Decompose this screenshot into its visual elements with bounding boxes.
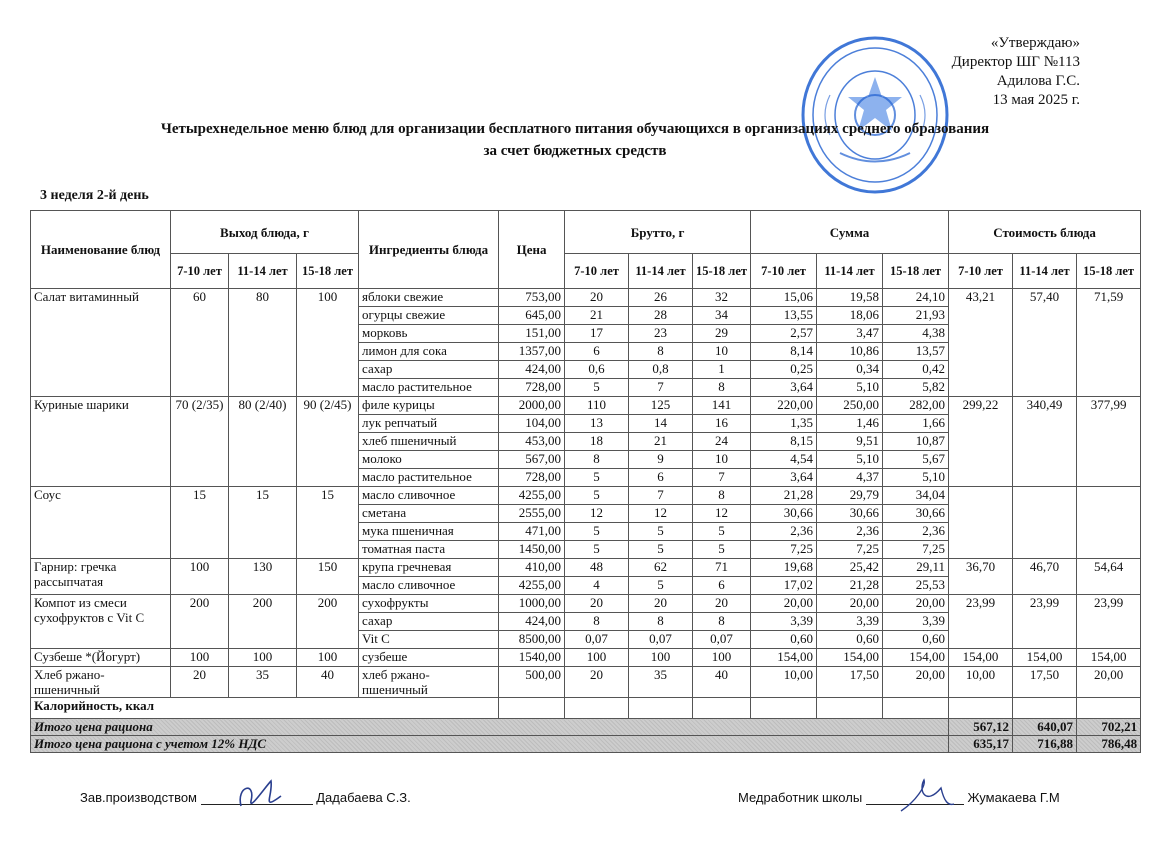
ingredient-price: 1540,00 <box>499 649 565 667</box>
ingredient-gross: 8 <box>693 613 751 631</box>
dish-cost: 46,70 <box>1013 559 1077 595</box>
ingredient-gross: 5 <box>565 469 629 487</box>
ingredient-price: 728,00 <box>499 379 565 397</box>
header-age: 15-18 лет <box>883 254 949 289</box>
ingredient-sum: 154,00 <box>751 649 817 667</box>
ingredient-sum: 0,60 <box>817 631 883 649</box>
ingredient-name: хлеб ржано-пшеничный <box>359 667 499 698</box>
calories-label: Калорийность, ккал <box>31 698 499 719</box>
dish-yield: 200 <box>171 595 229 649</box>
ingredient-sum: 10,87 <box>883 433 949 451</box>
ingredient-name: томатная паста <box>359 541 499 559</box>
ingredient-sum: 9,51 <box>817 433 883 451</box>
ingredient-gross: 10 <box>693 343 751 361</box>
ingredient-sum: 25,42 <box>817 559 883 577</box>
ingredient-gross: 23 <box>629 325 693 343</box>
dish-cost: 154,00 <box>1013 649 1077 667</box>
ingredient-sum: 7,25 <box>751 541 817 559</box>
menu-table-body <box>31 289 1141 698</box>
empty-cell <box>883 698 949 719</box>
empty-cell <box>949 698 1013 719</box>
ingredient-gross: 21 <box>629 433 693 451</box>
ingredient-gross: 5 <box>565 487 629 505</box>
empty-cell <box>499 698 565 719</box>
ingredient-gross: 100 <box>693 649 751 667</box>
ingredient-gross: 8 <box>565 451 629 469</box>
ingredient-price: 500,00 <box>499 667 565 698</box>
dish-yield: 130 <box>229 559 297 595</box>
ingredient-name: лимон для сока <box>359 343 499 361</box>
approval-line-1: «Утверждаю» <box>990 35 1080 51</box>
dish-cost: 299,22 <box>949 397 1013 487</box>
ingredient-name: сахар <box>359 613 499 631</box>
approval-line-4: 13 мая 2025 г. <box>992 92 1080 108</box>
ingredient-sum: 8,15 <box>751 433 817 451</box>
ingredient-price: 471,00 <box>499 523 565 541</box>
ingredient-sum: 1,66 <box>883 415 949 433</box>
ingredient-row <box>31 397 1141 415</box>
header-price: Цена <box>499 211 565 289</box>
signature-line <box>866 804 964 805</box>
ingredient-price: 104,00 <box>499 415 565 433</box>
ingredient-row <box>31 559 1141 577</box>
dish-cost <box>1013 487 1077 559</box>
ingredient-price: 645,00 <box>499 307 565 325</box>
ingredient-price: 424,00 <box>499 613 565 631</box>
menu-table-container <box>30 210 1138 755</box>
dish-yield: 100 <box>297 649 359 667</box>
dish-yield: 70 (2/35) <box>171 397 229 487</box>
ingredient-sum: 10,86 <box>817 343 883 361</box>
ingredient-sum: 18,06 <box>817 307 883 325</box>
ingredient-name: лук репчатый <box>359 415 499 433</box>
ingredient-gross: 8 <box>693 379 751 397</box>
dish-yield: 200 <box>229 595 297 649</box>
ingredient-gross: 6 <box>629 469 693 487</box>
dish-name: Салат витаминный <box>31 289 171 397</box>
title-line-2: за счет бюджетных средств <box>483 143 667 159</box>
ingredient-gross: 0,07 <box>693 631 751 649</box>
ingredient-gross: 110 <box>565 397 629 415</box>
ingredient-gross: 12 <box>629 505 693 523</box>
ingredient-gross: 18 <box>565 433 629 451</box>
ingredient-price: 1450,00 <box>499 541 565 559</box>
ingredient-gross: 13 <box>565 415 629 433</box>
ingredient-sum: 19,68 <box>751 559 817 577</box>
dish-yield: 100 <box>171 649 229 667</box>
ingredient-sum: 7,25 <box>817 541 883 559</box>
total-value: 702,21 <box>1077 719 1141 736</box>
ingredient-sum: 25,53 <box>883 577 949 595</box>
total-vat-value: 716,88 <box>1013 736 1077 753</box>
ingredient-name: сухофрукты <box>359 595 499 613</box>
header-cost: Стоимость блюда <box>949 211 1141 254</box>
dish-yield: 100 <box>229 649 297 667</box>
empty-cell <box>629 698 693 719</box>
header-dish-name: Наименование блюд <box>31 211 171 289</box>
ingredient-name: яблоки свежие <box>359 289 499 307</box>
dish-name: Компот из смеси сухофруктов с Vit C <box>31 595 171 649</box>
ingredient-gross: 100 <box>565 649 629 667</box>
ingredient-price: 151,00 <box>499 325 565 343</box>
dish-name: Хлеб ржано-пшеничный <box>31 667 171 698</box>
ingredient-sum: 8,14 <box>751 343 817 361</box>
empty-cell <box>1013 698 1077 719</box>
official-stamp <box>800 35 950 195</box>
ingredient-sum: 2,36 <box>817 523 883 541</box>
dish-cost: 36,70 <box>949 559 1013 595</box>
ingredient-sum: 4,37 <box>817 469 883 487</box>
dish-cost: 43,21 <box>949 289 1013 397</box>
ingredient-gross: 48 <box>565 559 629 577</box>
ingredient-sum: 3,39 <box>817 613 883 631</box>
dish-cost <box>949 487 1013 559</box>
header-yield: Выход блюда, г <box>171 211 359 254</box>
ingredient-gross: 16 <box>693 415 751 433</box>
ingredient-row <box>31 667 1141 698</box>
dish-cost: 154,00 <box>949 649 1013 667</box>
ingredient-sum: 24,10 <box>883 289 949 307</box>
header-age: 7-10 лет <box>565 254 629 289</box>
ingredient-name: Vit C <box>359 631 499 649</box>
ingredient-sum: 7,25 <box>883 541 949 559</box>
ingredient-gross: 5 <box>565 523 629 541</box>
ingredient-gross: 0,8 <box>629 361 693 379</box>
ingredient-gross: 6 <box>565 343 629 361</box>
header-age: 11-14 лет <box>629 254 693 289</box>
ingredient-name: молоко <box>359 451 499 469</box>
total-value: 567,12 <box>949 719 1013 736</box>
ingredient-price: 424,00 <box>499 361 565 379</box>
ingredient-gross: 141 <box>693 397 751 415</box>
ingredient-row <box>31 289 1141 307</box>
header-sum: Сумма <box>751 211 949 254</box>
header-age: 15-18 лет <box>1077 254 1141 289</box>
ingredient-gross: 10 <box>693 451 751 469</box>
ingredient-name: филе курицы <box>359 397 499 415</box>
ingredient-price: 2555,00 <box>499 505 565 523</box>
ingredient-sum: 29,11 <box>883 559 949 577</box>
ingredient-name: мука пшеничная <box>359 523 499 541</box>
ingredient-sum: 21,28 <box>751 487 817 505</box>
signature-line <box>201 804 313 805</box>
dish-yield: 60 <box>171 289 229 397</box>
header-ingredients: Ингредиенты блюда <box>359 211 499 289</box>
ingredient-sum: 1,35 <box>751 415 817 433</box>
ingredient-price: 1000,00 <box>499 595 565 613</box>
empty-cell <box>693 698 751 719</box>
dish-yield: 200 <box>297 595 359 649</box>
ingredient-gross: 28 <box>629 307 693 325</box>
header-age: 11-14 лет <box>817 254 883 289</box>
ingredient-name: масло растительное <box>359 379 499 397</box>
calories-row <box>31 698 1141 719</box>
dish-cost: 340,49 <box>1013 397 1077 487</box>
ingredient-gross: 5 <box>693 523 751 541</box>
signature-left <box>80 790 411 805</box>
signature-left-role: Зав.производством <box>80 790 197 805</box>
ingredient-gross: 8 <box>693 487 751 505</box>
ingredient-price: 1357,00 <box>499 343 565 361</box>
ingredient-sum: 29,79 <box>817 487 883 505</box>
ingredient-gross: 20 <box>565 667 629 698</box>
total-label: Итого цена рациона <box>31 719 949 736</box>
empty-cell <box>751 698 817 719</box>
total-vat-label: Итого цена рациона с учетом 12% НДС <box>31 736 949 753</box>
ingredient-sum: 3,39 <box>883 613 949 631</box>
header-age: 11-14 лет <box>229 254 297 289</box>
ingredient-name: масло растительное <box>359 469 499 487</box>
dish-cost: 17,50 <box>1013 667 1077 698</box>
dish-cost: 23,99 <box>1077 595 1141 649</box>
ingredient-gross: 8 <box>629 613 693 631</box>
ingredient-name: морковь <box>359 325 499 343</box>
ingredient-gross: 0,6 <box>565 361 629 379</box>
approval-block <box>952 34 1080 110</box>
ingredient-gross: 12 <box>693 505 751 523</box>
ingredient-name: сахар <box>359 361 499 379</box>
ingredient-sum: 20,00 <box>751 595 817 613</box>
header-age: 15-18 лет <box>297 254 359 289</box>
ingredient-sum: 20,00 <box>817 595 883 613</box>
ingredient-sum: 21,28 <box>817 577 883 595</box>
ingredient-gross: 0,07 <box>565 631 629 649</box>
header-age: 7-10 лет <box>751 254 817 289</box>
signature-right <box>738 790 1060 805</box>
ingredient-sum: 1,46 <box>817 415 883 433</box>
ingredient-row <box>31 649 1141 667</box>
header-age: 15-18 лет <box>693 254 751 289</box>
ingredient-sum: 20,00 <box>883 667 949 698</box>
dish-cost: 71,59 <box>1077 289 1141 397</box>
ingredient-name: хлеб пшеничный <box>359 433 499 451</box>
ingredient-gross: 24 <box>693 433 751 451</box>
ingredient-sum: 3,39 <box>751 613 817 631</box>
menu-table <box>30 210 1141 753</box>
ingredient-sum: 17,02 <box>751 577 817 595</box>
dish-yield: 20 <box>171 667 229 698</box>
ingredient-gross: 21 <box>565 307 629 325</box>
ingredient-row <box>31 595 1141 613</box>
ingredient-sum: 3,64 <box>751 379 817 397</box>
ingredient-gross: 62 <box>629 559 693 577</box>
ingredient-sum: 5,10 <box>883 469 949 487</box>
ingredient-sum: 4,54 <box>751 451 817 469</box>
header-gross: Брутто, г <box>565 211 751 254</box>
ingredient-sum: 0,25 <box>751 361 817 379</box>
ingredient-gross: 7 <box>629 487 693 505</box>
handwritten-signature <box>896 776 956 816</box>
ingredient-sum: 21,93 <box>883 307 949 325</box>
dish-yield: 15 <box>229 487 297 559</box>
ingredient-name: масло сливочное <box>359 487 499 505</box>
header-age: 7-10 лет <box>171 254 229 289</box>
empty-cell <box>1077 698 1141 719</box>
dish-yield: 15 <box>297 487 359 559</box>
dish-name: Сузбеше *(Йогурт) <box>31 649 171 667</box>
total-value: 640,07 <box>1013 719 1077 736</box>
ingredient-gross: 125 <box>629 397 693 415</box>
ingredient-sum: 0,60 <box>883 631 949 649</box>
ingredient-sum: 20,00 <box>883 595 949 613</box>
dish-name: Гарнир: гречка рассыпчатая <box>31 559 171 595</box>
ingredient-gross: 34 <box>693 307 751 325</box>
ingredient-sum: 4,38 <box>883 325 949 343</box>
ingredient-gross: 5 <box>629 541 693 559</box>
ingredient-gross: 9 <box>629 451 693 469</box>
ingredient-name: крупа гречневая <box>359 559 499 577</box>
dish-cost: 57,40 <box>1013 289 1077 397</box>
header-age: 11-14 лет <box>1013 254 1077 289</box>
ingredient-row <box>31 487 1141 505</box>
dish-cost: 154,00 <box>1077 649 1141 667</box>
ingredient-gross: 17 <box>565 325 629 343</box>
ingredient-gross: 5 <box>693 541 751 559</box>
dish-cost: 23,99 <box>949 595 1013 649</box>
ingredient-sum: 34,04 <box>883 487 949 505</box>
ingredient-gross: 8 <box>629 343 693 361</box>
ingredient-gross: 26 <box>629 289 693 307</box>
signature-right-role: Медработник школы <box>738 790 863 805</box>
ingredient-gross: 5 <box>629 577 693 595</box>
ingredient-sum: 282,00 <box>883 397 949 415</box>
ingredient-sum: 2,36 <box>883 523 949 541</box>
ingredient-gross: 8 <box>565 613 629 631</box>
ingredient-price: 4255,00 <box>499 487 565 505</box>
dish-name: Куриные шарики <box>31 397 171 487</box>
ingredient-sum: 17,50 <box>817 667 883 698</box>
ingredient-gross: 5 <box>629 523 693 541</box>
ingredient-gross: 0,07 <box>629 631 693 649</box>
ingredient-gross: 12 <box>565 505 629 523</box>
dish-cost: 10,00 <box>949 667 1013 698</box>
dish-cost: 23,99 <box>1013 595 1077 649</box>
dish-yield: 90 (2/45) <box>297 397 359 487</box>
ingredient-price: 567,00 <box>499 451 565 469</box>
dish-yield: 100 <box>171 559 229 595</box>
ingredient-gross: 35 <box>629 667 693 698</box>
signature-right-name: Жумакаева Г.М <box>967 790 1060 805</box>
signature-left-name: Дадабаева С.З. <box>316 790 411 805</box>
dish-yield: 150 <box>297 559 359 595</box>
ingredient-price: 410,00 <box>499 559 565 577</box>
ingredient-sum: 5,10 <box>817 379 883 397</box>
empty-cell <box>817 698 883 719</box>
ingredient-sum: 250,00 <box>817 397 883 415</box>
ingredient-sum: 5,67 <box>883 451 949 469</box>
ingredient-sum: 13,57 <box>883 343 949 361</box>
handwritten-signature <box>231 776 291 816</box>
ingredient-price: 2000,00 <box>499 397 565 415</box>
dish-name: Соус <box>31 487 171 559</box>
ingredient-sum: 3,64 <box>751 469 817 487</box>
dish-yield: 40 <box>297 667 359 698</box>
ingredient-gross: 20 <box>693 595 751 613</box>
ingredient-gross: 20 <box>565 289 629 307</box>
ingredient-gross: 7 <box>693 469 751 487</box>
ingredient-sum: 10,00 <box>751 667 817 698</box>
ingredient-gross: 1 <box>693 361 751 379</box>
ingredient-sum: 154,00 <box>817 649 883 667</box>
dish-yield: 80 (2/40) <box>229 397 297 487</box>
ingredient-name: сузбеше <box>359 649 499 667</box>
ingredient-sum: 15,06 <box>751 289 817 307</box>
ingredient-sum: 30,66 <box>817 505 883 523</box>
dish-cost: 20,00 <box>1077 667 1141 698</box>
ingredient-price: 753,00 <box>499 289 565 307</box>
week-day-label: 3 неделя 2-й день <box>40 188 149 203</box>
approval-line-3: Адилова Г.С. <box>996 73 1080 89</box>
total-vat-value: 635,17 <box>949 736 1013 753</box>
ingredient-sum: 30,66 <box>751 505 817 523</box>
ingredient-sum: 3,47 <box>817 325 883 343</box>
ingredient-sum: 220,00 <box>751 397 817 415</box>
ingredient-gross: 71 <box>693 559 751 577</box>
ingredient-gross: 100 <box>629 649 693 667</box>
dish-cost: 377,99 <box>1077 397 1141 487</box>
ingredient-gross: 14 <box>629 415 693 433</box>
ingredient-gross: 5 <box>565 379 629 397</box>
ingredient-price: 8500,00 <box>499 631 565 649</box>
ingredient-gross: 7 <box>629 379 693 397</box>
ingredient-sum: 5,10 <box>817 451 883 469</box>
ingredient-gross: 20 <box>565 595 629 613</box>
ingredient-gross: 5 <box>565 541 629 559</box>
total-vat-row <box>31 736 1141 753</box>
dish-cost: 54,64 <box>1077 559 1141 595</box>
ingredient-name: сметана <box>359 505 499 523</box>
ingredient-gross: 29 <box>693 325 751 343</box>
ingredient-price: 728,00 <box>499 469 565 487</box>
ingredient-gross: 40 <box>693 667 751 698</box>
dish-yield: 15 <box>171 487 229 559</box>
empty-cell <box>565 698 629 719</box>
ingredient-gross: 4 <box>565 577 629 595</box>
dish-yield: 35 <box>229 667 297 698</box>
ingredient-sum: 2,36 <box>751 523 817 541</box>
ingredient-price: 453,00 <box>499 433 565 451</box>
ingredient-sum: 5,82 <box>883 379 949 397</box>
total-row <box>31 719 1141 736</box>
approval-line-2: Директор ШГ №113 <box>951 54 1080 70</box>
ingredient-gross: 20 <box>629 595 693 613</box>
ingredient-sum: 0,34 <box>817 361 883 379</box>
document-title <box>0 118 1150 162</box>
ingredient-sum: 0,60 <box>751 631 817 649</box>
dish-cost <box>1077 487 1141 559</box>
dish-yield: 80 <box>229 289 297 397</box>
ingredient-gross: 32 <box>693 289 751 307</box>
ingredient-sum: 13,55 <box>751 307 817 325</box>
dish-yield: 100 <box>297 289 359 397</box>
ingredient-name: масло сливочное <box>359 577 499 595</box>
header-age: 7-10 лет <box>949 254 1013 289</box>
ingredient-sum: 30,66 <box>883 505 949 523</box>
title-line-1: Четырехнедельное меню блюд для организации бесплатного питания обучающихся в организациях среднего образования <box>160 121 990 137</box>
ingredient-name: огурцы свежие <box>359 307 499 325</box>
ingredient-sum: 19,58 <box>817 289 883 307</box>
ingredient-price: 4255,00 <box>499 577 565 595</box>
total-vat-value: 786,48 <box>1077 736 1141 753</box>
ingredient-sum: 0,42 <box>883 361 949 379</box>
ingredient-gross: 6 <box>693 577 751 595</box>
ingredient-sum: 2,57 <box>751 325 817 343</box>
ingredient-sum: 154,00 <box>883 649 949 667</box>
